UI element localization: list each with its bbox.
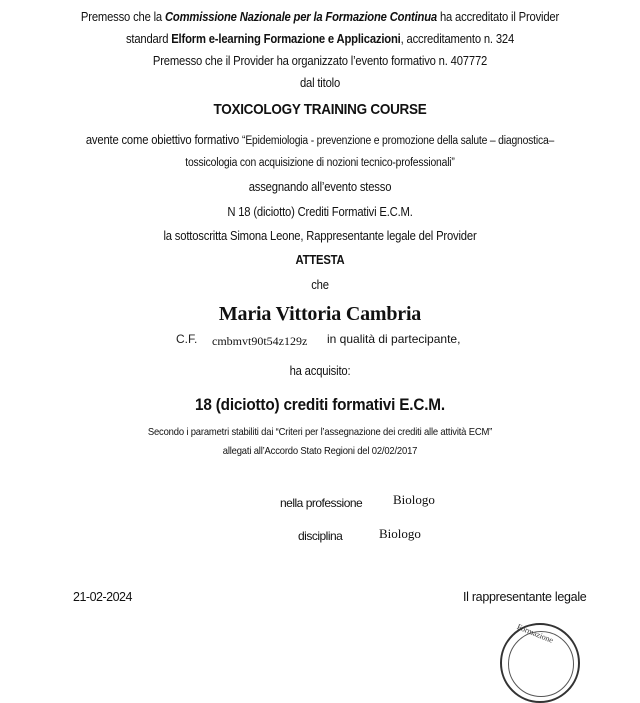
credits-awarded: 18 (diciotto) crediti formativi E.C.M. [195,395,445,414]
objective-line-1 [32,133,608,147]
discipline-label: disciplina [298,529,343,543]
signatory-line: la sottoscritta Simona Leone, Rappresentante legale del Provider [163,229,477,243]
criteria-line-1: Secondo i parametri stabiliti dai “Criteri per l’assegnazione dei crediti alle attività ECM” [147,426,493,438]
intro-line-2 [32,32,608,46]
intro-text: ha accreditato il Provider [437,10,560,24]
criteria-line-2: allegati all’Accordo Stato Regioni del 02/02/2017 [222,445,418,457]
che-line: che [311,278,329,292]
accreditation-number: , accreditamento n. 324 [400,32,515,46]
intro-line-3: Premesso che il Provider ha organizzato l’evento formativo n. 407772 [152,54,488,68]
cf-value: cmbmvt90t54z129z [212,334,308,348]
intro-text: Premesso che la [80,10,165,24]
provider-name: Elform e-learning Formazione e Applicazioni [171,32,401,46]
participant-role: in qualità di partecipante, [327,332,461,346]
intro-line-1 [32,10,608,24]
objective-quote: “Epidemiologia - prevenzione e promozione della salute – diagnostica– [242,135,555,147]
credits-line: N 18 (diciotto) Crediti Formativi E.C.M. [227,205,413,219]
cf-label: C.F. [176,332,198,346]
intro-line-4: dal titolo [299,76,341,90]
discipline-value: Biologo [379,526,421,541]
acquired-line: ha acquisito: [289,364,351,378]
objective-line-2: tossicologia con acquisizione di nozioni tecnico-professionali” [185,157,455,169]
course-title: TOXICOLOGY TRAINING COURSE [213,101,427,118]
commission-name: Commissione Nazionale per la Formazione Continua [164,10,437,24]
signature-label: Il rappresentante legale [463,590,587,604]
intro-text: standard [125,32,172,46]
participant-name: Maria Vittoria Cambria [218,303,422,325]
profession-label: nella professione [280,496,363,510]
profession-value: Biologo [393,492,435,507]
attesta-heading: ATTESTA [295,253,345,267]
provider-stamp-icon [500,623,580,703]
objective-prefix: avente come obiettivo formativo [85,133,243,147]
assigning-line: assegnando all’evento stesso [248,180,392,194]
stamp-text: Formazione [515,622,555,645]
issue-date: 21-02-2024 [73,590,132,604]
